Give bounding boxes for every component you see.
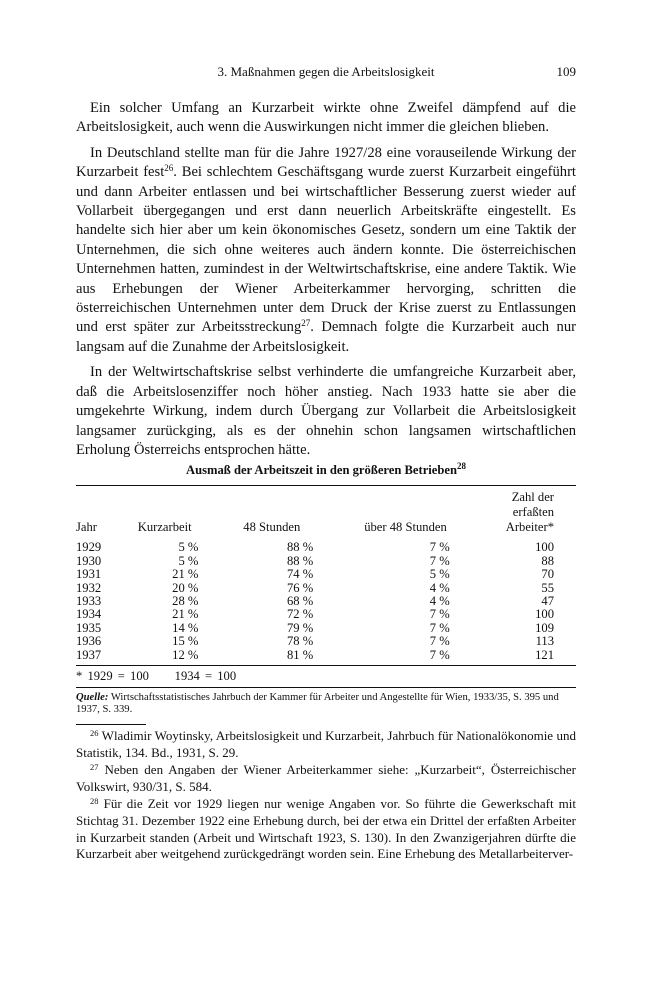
cell-over48h: 7 % [429, 607, 450, 622]
table-caption-text: Ausmaß der Arbeitszeit in den größeren Betrieben [186, 463, 457, 478]
footnote-text: Für die Zeit vor 1929 liegen nur wenige Angaben vor. So führte die Gewerkschaft mit Stichtag 31. Dezember 1922 eine Erhebung durch, bei der etwa ein Drittel der erfaßten Arbeiter in Kurzarbeit standen (Arbeit und Wirtschaft 1923, S. 130). In den Zwanzigerjahren dürfte die Kurzarbeit aber weitgehend zurückgedrängt worden sein. Eine Erhebung des Metallarbeiterver- [76, 796, 576, 862]
table-row [76, 582, 576, 595]
paragraph-text: . Bei schlechtem Geschäftsgang wurde zuerst Kurzarbeit eingeführt und dann Arbeiter entlassen und bei wirtschaftlicher Besserung zuerst wieder auf Vollarbeit übergegangen und erst dann neuerlich Arbeitskräfte eingestellt. Es handelte sich hier aber um kein ökonomisches Gesetz, sondern um eine Taktik der Unternehmen, die sich ohne weiteres auch ändern konnte. Die österreichischen Unternehmen hatten, zumindest in der Weltwirtschaftskrise, eine andere Taktik. Wie aus Erhebungen der Wiener Arbeiterkammer hervorging, schritten die österreichischen Unternehmen unter dem Druck der Krise zuerst zu Entlassungen und erst später zur Arbeitsstreckung [76, 164, 576, 336]
paragraph-1 [76, 99, 576, 138]
cell-48h: 88 % [287, 553, 314, 568]
paragraph-text: Ein solcher Umfang an Kurzarbeit wirkte ohne Zweifel dämpfend auf die Arbeitslosigkeit, auch wenn die Auswirkungen nicht immer die gleichen blieben. [76, 100, 576, 136]
table-row [76, 649, 576, 665]
cell-over48h: 7 % [429, 634, 450, 649]
table-row [76, 608, 576, 621]
paragraph-2 [76, 144, 576, 357]
cell-over48h: 7 % [429, 540, 450, 555]
working-hours-table [76, 486, 576, 665]
cell-kurzarbeit: 5 % [178, 553, 199, 568]
cell-year: 1931 [76, 567, 102, 582]
table-row [76, 595, 576, 608]
footnote-27 [76, 762, 576, 795]
footnote-28 [76, 796, 576, 862]
col-workers-header-line: Zahl der [511, 490, 554, 505]
cell-year: 1929 [76, 540, 102, 555]
table-body [76, 538, 576, 665]
cell-year: 1937 [76, 647, 102, 662]
cell-48h: 68 % [287, 593, 314, 608]
cell-48h: 79 % [287, 620, 314, 635]
footnote-number: 28 [90, 796, 99, 807]
footnotes [76, 728, 576, 863]
cell-workers: 55 [541, 580, 554, 595]
footnote-text: Neben den Angaben der Wiener Arbeiterkammer siehe: „Kurzarbeit“, Österreichischer Volkswirt, 930/31, S. 584. [76, 762, 576, 794]
cell-workers: 100 [535, 607, 554, 622]
paragraph-text: . Demnach folgte die Kurzarbeit auch nur langsam auf die Zunahme der Arbeitslosigkeit. [76, 319, 576, 355]
paragraph-text: In Deutschland stellte man für die Jahre 1927/28 eine vorauseilende Wirkung der Kurzarbeit fest [76, 144, 576, 181]
cell-year: 1934 [76, 607, 102, 622]
footnote-ref-27[interactable]: 27 [301, 318, 311, 329]
paragraph-text: In der Weltwirtschaftskrise selbst verhinderte die umfangreiche Kurzarbeit aber, daß die Arbeitslosenziffer noch höher anstieg. Nach 1933 hatte sie aber die umgekehrte Wirkung, indem durch Übergang zur Vollarbeit die Arbeitslosigkeit langsamer zurückging, als es der ohnehin schon langsamen wirtschaftlichen Erholung Österreichs entsprochen hätte. [76, 364, 576, 458]
cell-48h: 72 % [287, 607, 314, 622]
running-head [76, 64, 576, 86]
table-row [76, 635, 576, 648]
cell-over48h: 5 % [429, 567, 450, 582]
cell-48h: 76 % [287, 580, 314, 595]
table-row [76, 538, 576, 554]
cell-year: 1932 [76, 580, 102, 595]
cell-workers: 121 [535, 647, 554, 662]
cell-year: 1935 [76, 620, 102, 635]
cell-kurzarbeit: 21 % [172, 607, 199, 622]
footnote-ref-26[interactable]: 26 [164, 163, 174, 174]
cell-workers: 88 [541, 553, 554, 568]
cell-kurzarbeit: 15 % [172, 634, 199, 649]
col-48h-header: 48 Stunden [243, 520, 301, 535]
cell-48h: 74 % [287, 567, 314, 582]
col-workers-header-line: Arbeiter* [505, 520, 554, 535]
cell-workers: 47 [541, 593, 554, 608]
table-header-row [76, 486, 576, 538]
table-caption [76, 463, 576, 478]
cell-kurzarbeit: 28 % [172, 593, 199, 608]
cell-year: 1930 [76, 553, 102, 568]
table-row [76, 622, 576, 635]
footnote-text: Wladimir Woytinsky, Arbeitslosigkeit und Kurzarbeit, Jahrbuch für Nationalökonomie und Statistik, 134. Bd., 1931, S. 29. [76, 727, 576, 760]
col-workers-header-line: erfaßten [512, 505, 554, 520]
cell-kurzarbeit: 5 % [178, 540, 199, 555]
page-number: 109 [556, 64, 576, 79]
cell-over48h: 7 % [429, 553, 450, 568]
table-source [76, 692, 576, 716]
cell-kurzarbeit: 12 % [172, 647, 199, 662]
col-over48h-header: über 48 Stunden [364, 520, 447, 535]
cell-over48h: 7 % [429, 647, 450, 662]
col-year-header: Jahr [76, 520, 97, 535]
cell-kurzarbeit: 21 % [172, 567, 199, 582]
cell-year: 1936 [76, 634, 102, 649]
cell-workers: 100 [535, 540, 554, 555]
table-row [76, 568, 576, 581]
chapter-title: 3. Maßnahmen gegen die Arbeitslosigkeit [217, 64, 435, 79]
footnote-number: 27 [90, 762, 99, 773]
cell-workers: 113 [535, 634, 554, 649]
source-text: Wirtschaftsstatistisches Jahrbuch der Kammer für Arbeiter und Angestellte für Wien, 1933/35, S. 395 und 1937, S. 339. [76, 691, 559, 715]
cell-48h: 88 % [287, 540, 314, 555]
footnote-number: 26 [90, 727, 99, 738]
book-page [76, 64, 576, 863]
cell-kurzarbeit: 14 % [172, 620, 199, 635]
cell-48h: 78 % [287, 634, 314, 649]
cell-year: 1933 [76, 593, 102, 608]
cell-48h: 81 % [287, 647, 314, 662]
table-row [76, 555, 576, 568]
paragraph-3 [76, 363, 576, 460]
cell-workers: 70 [541, 567, 554, 582]
index-note: * 1929 = 100 1934 = 100 [76, 668, 237, 683]
footnote-rule [76, 724, 146, 725]
source-label: Quelle: [76, 691, 109, 703]
table-bottom-rule [76, 687, 576, 688]
cell-kurzarbeit: 20 % [172, 580, 199, 595]
footnote-26 [76, 728, 576, 761]
col-kurzarbeit-header: Kurzarbeit [137, 520, 192, 535]
cell-over48h: 7 % [429, 620, 450, 635]
footnote-ref-28[interactable]: 28 [456, 461, 466, 472]
col-workers-header [506, 486, 576, 538]
cell-workers: 109 [535, 620, 554, 635]
cell-over48h: 4 % [429, 580, 450, 595]
cell-over48h: 4 % [429, 593, 450, 608]
